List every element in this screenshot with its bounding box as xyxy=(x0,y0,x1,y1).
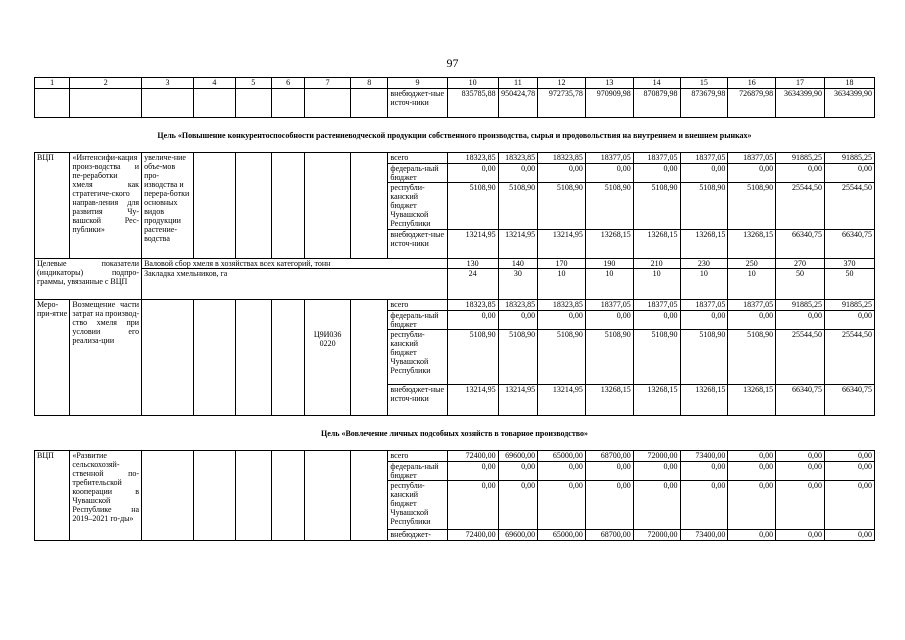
value-cell: 69600,00 xyxy=(498,451,538,462)
value-cell: 66340,75 xyxy=(776,230,825,259)
empty-cell xyxy=(350,300,387,416)
goal-row xyxy=(35,416,875,451)
goal-title: Цель «Повышение конкурентоспособности растениеводческой продукции собственного производства, сырья и продовольствия на внутреннем и внешнем рынках» xyxy=(35,118,875,153)
value-cell: 73400,00 xyxy=(680,530,728,541)
column-header: 8 xyxy=(350,78,387,89)
value-cell: 25544,50 xyxy=(824,183,874,230)
value-cell: 13214,95 xyxy=(498,230,538,259)
value-cell: 25544,50 xyxy=(824,330,874,385)
value-cell: 0,00 xyxy=(538,164,586,183)
indicator-value: 10 xyxy=(585,269,633,300)
column-header: 12 xyxy=(538,78,586,89)
value-cell: 5108,90 xyxy=(585,183,633,230)
empty-cell xyxy=(350,153,387,259)
value-cell: 13214,95 xyxy=(538,230,586,259)
empty-cell xyxy=(235,89,271,118)
value-cell: 68700,00 xyxy=(585,530,633,541)
value-cell: 3634399,90 xyxy=(824,89,874,118)
value-cell: 0,00 xyxy=(633,164,680,183)
indicator-row xyxy=(35,269,875,300)
empty-cell xyxy=(142,300,194,416)
empty-cell xyxy=(305,451,351,541)
empty-cell xyxy=(350,89,387,118)
value-cell: 0,00 xyxy=(728,451,776,462)
value-cell: 13268,15 xyxy=(585,385,633,416)
value-cell: 68700,00 xyxy=(585,451,633,462)
value-cell: 18323,85 xyxy=(447,300,498,311)
value-cell: 870879,98 xyxy=(633,89,680,118)
row-name: Возмещение части затрат на производ-ство хмеля при условии его реализа-ции xyxy=(70,300,142,416)
empty-cell xyxy=(271,89,304,118)
value-cell: 18377,05 xyxy=(728,300,776,311)
indicator-value: 270 xyxy=(776,259,825,269)
source-cell: внебюджет-ные источ-ники xyxy=(388,385,447,416)
value-cell: 13268,15 xyxy=(633,230,680,259)
table-row xyxy=(35,153,875,164)
column-header: 18 xyxy=(824,78,874,89)
source-cell: внебюджет-ные источ-ники xyxy=(388,230,447,259)
indicator-value: 10 xyxy=(680,269,728,300)
value-cell: 835785,88 xyxy=(447,89,498,118)
value-cell: 0,00 xyxy=(498,164,538,183)
value-cell: 726879,98 xyxy=(728,89,776,118)
value-cell: 91885,25 xyxy=(824,153,874,164)
value-cell: 5108,90 xyxy=(538,183,586,230)
value-cell: 5108,90 xyxy=(585,330,633,385)
empty-cell xyxy=(271,451,304,541)
value-cell: 66340,75 xyxy=(824,385,874,416)
indicator-value: 190 xyxy=(585,259,633,269)
value-cell: 18377,05 xyxy=(633,153,680,164)
column-header: 1 xyxy=(35,78,70,89)
source-cell: всего xyxy=(388,153,447,164)
row-name: «Интенсифи-кация произ-водства и пе-реработки хмеля как стратегиче-ского направ-ления для развития Чу-вашской Рес-публики» xyxy=(70,153,142,259)
value-cell: 5108,90 xyxy=(680,330,728,385)
source-cell: всего xyxy=(388,300,447,311)
value-cell: 13214,95 xyxy=(538,385,586,416)
value-cell: 18377,05 xyxy=(680,153,728,164)
value-cell: 0,00 xyxy=(776,481,825,530)
indicator-value: 170 xyxy=(538,259,586,269)
source-cell: внебюджет- xyxy=(388,530,447,541)
column-header: 16 xyxy=(728,78,776,89)
value-cell: 13268,15 xyxy=(680,230,728,259)
value-cell: 0,00 xyxy=(728,311,776,330)
source-cell: республи-канский бюджет Чувашской Республики xyxy=(388,481,447,530)
value-cell: 0,00 xyxy=(824,164,874,183)
value-cell: 18377,05 xyxy=(728,153,776,164)
value-cell: 66340,75 xyxy=(776,385,825,416)
column-header: 6 xyxy=(271,78,304,89)
goal-title: Цель «Вовлечение личных подсобных хозяйств в товарное производство» xyxy=(35,416,875,451)
empty-cell xyxy=(235,153,271,259)
value-cell: 0,00 xyxy=(776,451,825,462)
value-cell: 0,00 xyxy=(585,311,633,330)
source-cell: всего xyxy=(388,451,447,462)
indicator-name: Валовой сбор хмеля в хозяйствах всех категорий, тонн xyxy=(142,259,448,269)
value-cell: 25544,50 xyxy=(776,330,825,385)
value-cell: 69600,00 xyxy=(498,530,538,541)
value-cell: 73400,00 xyxy=(680,451,728,462)
column-header: 5 xyxy=(235,78,271,89)
budget-code: Ц9И036 0220 xyxy=(305,300,351,416)
empty-cell xyxy=(235,300,271,416)
value-cell: 18323,85 xyxy=(538,153,586,164)
empty-cell xyxy=(70,89,142,118)
value-cell: 5108,90 xyxy=(680,183,728,230)
value-cell: 0,00 xyxy=(447,164,498,183)
value-cell: 0,00 xyxy=(585,481,633,530)
value-cell: 0,00 xyxy=(447,311,498,330)
column-header: 15 xyxy=(680,78,728,89)
value-cell: 0,00 xyxy=(633,481,680,530)
value-cell: 0,00 xyxy=(776,164,825,183)
column-header: 9 xyxy=(388,78,447,89)
table-row xyxy=(35,89,875,118)
column-header: 3 xyxy=(142,78,194,89)
value-cell: 66340,75 xyxy=(824,230,874,259)
column-header: 2 xyxy=(70,78,142,89)
value-cell: 0,00 xyxy=(728,481,776,530)
value-cell: 0,00 xyxy=(447,481,498,530)
column-header: 13 xyxy=(585,78,633,89)
table-row xyxy=(35,451,875,462)
value-cell: 0,00 xyxy=(680,462,728,481)
value-cell: 972735,78 xyxy=(538,89,586,118)
value-cell: 72400,00 xyxy=(447,530,498,541)
empty-cell xyxy=(142,89,194,118)
indicator-value: 250 xyxy=(728,259,776,269)
indicator-value: 140 xyxy=(498,259,538,269)
value-cell: 5108,90 xyxy=(538,330,586,385)
indicator-value: 10 xyxy=(538,269,586,300)
value-cell: 0,00 xyxy=(680,164,728,183)
empty-cell xyxy=(271,153,304,259)
value-cell: 91885,25 xyxy=(776,300,825,311)
value-cell: 13268,15 xyxy=(680,385,728,416)
value-cell: 3634399,90 xyxy=(776,89,825,118)
value-cell: 0,00 xyxy=(585,164,633,183)
value-cell: 0,00 xyxy=(776,462,825,481)
value-cell: 0,00 xyxy=(824,481,874,530)
value-cell: 13214,95 xyxy=(498,385,538,416)
empty-cell xyxy=(142,451,194,541)
value-cell: 13268,15 xyxy=(633,385,680,416)
indicator-value: 30 xyxy=(498,269,538,300)
value-cell: 5108,90 xyxy=(633,183,680,230)
value-cell: 65000,00 xyxy=(538,451,586,462)
empty-cell xyxy=(194,300,236,416)
table-row xyxy=(35,300,875,311)
row-type: Меро-при-ятие xyxy=(35,300,70,416)
indicator-row xyxy=(35,259,875,269)
source-cell: федераль-ный бюджет xyxy=(388,462,447,481)
value-cell: 0,00 xyxy=(728,164,776,183)
value-cell: 0,00 xyxy=(728,530,776,541)
empty-cell xyxy=(271,300,304,416)
indicator-value: 50 xyxy=(824,269,874,300)
indicator-value: 230 xyxy=(680,259,728,269)
source-cell: внебюджет-ные источ-ники xyxy=(388,89,447,118)
value-cell: 0,00 xyxy=(633,462,680,481)
value-cell: 18377,05 xyxy=(585,153,633,164)
row-type: ВЦП xyxy=(35,451,70,541)
value-cell: 13214,95 xyxy=(447,385,498,416)
value-cell: 18377,05 xyxy=(633,300,680,311)
indicator-value: 10 xyxy=(633,269,680,300)
indicators-label: Целевые показатели (индикаторы) подпро-граммы, увязанные с ВЦП xyxy=(35,259,142,300)
empty-cell xyxy=(35,89,70,118)
value-cell: 0,00 xyxy=(498,462,538,481)
value-cell: 970909,98 xyxy=(585,89,633,118)
empty-cell xyxy=(194,451,236,541)
value-cell: 873679,98 xyxy=(680,89,728,118)
indicator-name: Закладка хмельников, га xyxy=(142,269,448,300)
value-cell: 0,00 xyxy=(538,311,586,330)
value-cell: 0,00 xyxy=(824,311,874,330)
source-cell: республи-канский бюджет Чувашской Республики xyxy=(388,183,447,230)
empty-cell xyxy=(305,153,351,259)
value-cell: 0,00 xyxy=(824,462,874,481)
value-cell: 18323,85 xyxy=(447,153,498,164)
value-cell: 0,00 xyxy=(498,481,538,530)
value-cell: 91885,25 xyxy=(824,300,874,311)
source-cell: республи-канский бюджет Чувашской Республики xyxy=(388,330,447,385)
column-header: 17 xyxy=(776,78,825,89)
value-cell: 5108,90 xyxy=(728,330,776,385)
value-cell: 0,00 xyxy=(447,462,498,481)
value-cell: 91885,25 xyxy=(776,153,825,164)
column-header: 14 xyxy=(633,78,680,89)
indicator-value: 10 xyxy=(728,269,776,300)
row-name: «Развитие сельскохозяй-ственной по-требительской кооперации в Чувашской Республике на 2019–2021 го-ды» xyxy=(70,451,142,541)
source-cell: федераль-ный бюджет xyxy=(388,164,447,183)
source-cell: федераль-ный бюджет xyxy=(388,311,447,330)
value-cell: 13268,15 xyxy=(585,230,633,259)
header-row xyxy=(35,78,875,89)
empty-cell xyxy=(350,451,387,541)
empty-cell xyxy=(235,451,271,541)
value-cell: 18377,05 xyxy=(585,300,633,311)
value-cell: 0,00 xyxy=(680,481,728,530)
column-header: 4 xyxy=(194,78,236,89)
indicator-value: 370 xyxy=(824,259,874,269)
indicator-value: 130 xyxy=(447,259,498,269)
row-result: увеличе-ние объе-мов про-изводства и перера-ботки основных видов продукции растение-водства xyxy=(142,153,194,259)
value-cell: 5108,90 xyxy=(447,330,498,385)
indicator-value: 210 xyxy=(633,259,680,269)
value-cell: 0,00 xyxy=(776,530,825,541)
empty-cell xyxy=(194,153,236,259)
goal-row xyxy=(35,118,875,153)
value-cell: 18323,85 xyxy=(498,153,538,164)
value-cell: 0,00 xyxy=(824,530,874,541)
budget-table xyxy=(34,77,875,541)
value-cell: 0,00 xyxy=(776,311,825,330)
column-header: 7 xyxy=(305,78,351,89)
value-cell: 13214,95 xyxy=(447,230,498,259)
value-cell: 65000,00 xyxy=(538,530,586,541)
empty-cell xyxy=(194,89,236,118)
value-cell: 5108,90 xyxy=(498,183,538,230)
value-cell: 0,00 xyxy=(538,462,586,481)
value-cell: 13268,15 xyxy=(728,385,776,416)
value-cell: 18377,05 xyxy=(680,300,728,311)
value-cell: 72000,00 xyxy=(633,451,680,462)
value-cell: 72400,00 xyxy=(447,451,498,462)
value-cell: 5108,90 xyxy=(633,330,680,385)
value-cell: 0,00 xyxy=(824,451,874,462)
value-cell: 0,00 xyxy=(728,462,776,481)
row-type: ВЦП xyxy=(35,153,70,259)
value-cell: 5108,90 xyxy=(447,183,498,230)
indicator-value: 50 xyxy=(776,269,825,300)
value-cell: 72000,00 xyxy=(633,530,680,541)
value-cell: 0,00 xyxy=(538,481,586,530)
page-number: 97 xyxy=(446,56,459,70)
column-header: 11 xyxy=(498,78,538,89)
value-cell: 18323,85 xyxy=(538,300,586,311)
value-cell: 0,00 xyxy=(680,311,728,330)
column-header: 10 xyxy=(447,78,498,89)
value-cell: 0,00 xyxy=(633,311,680,330)
value-cell: 13268,15 xyxy=(728,230,776,259)
empty-cell xyxy=(305,89,351,118)
value-cell: 950424,78 xyxy=(498,89,538,118)
value-cell: 18323,85 xyxy=(498,300,538,311)
value-cell: 5108,90 xyxy=(498,330,538,385)
value-cell: 5108,90 xyxy=(728,183,776,230)
indicator-value: 24 xyxy=(447,269,498,300)
value-cell: 0,00 xyxy=(498,311,538,330)
value-cell: 25544,50 xyxy=(776,183,825,230)
value-cell: 0,00 xyxy=(585,462,633,481)
